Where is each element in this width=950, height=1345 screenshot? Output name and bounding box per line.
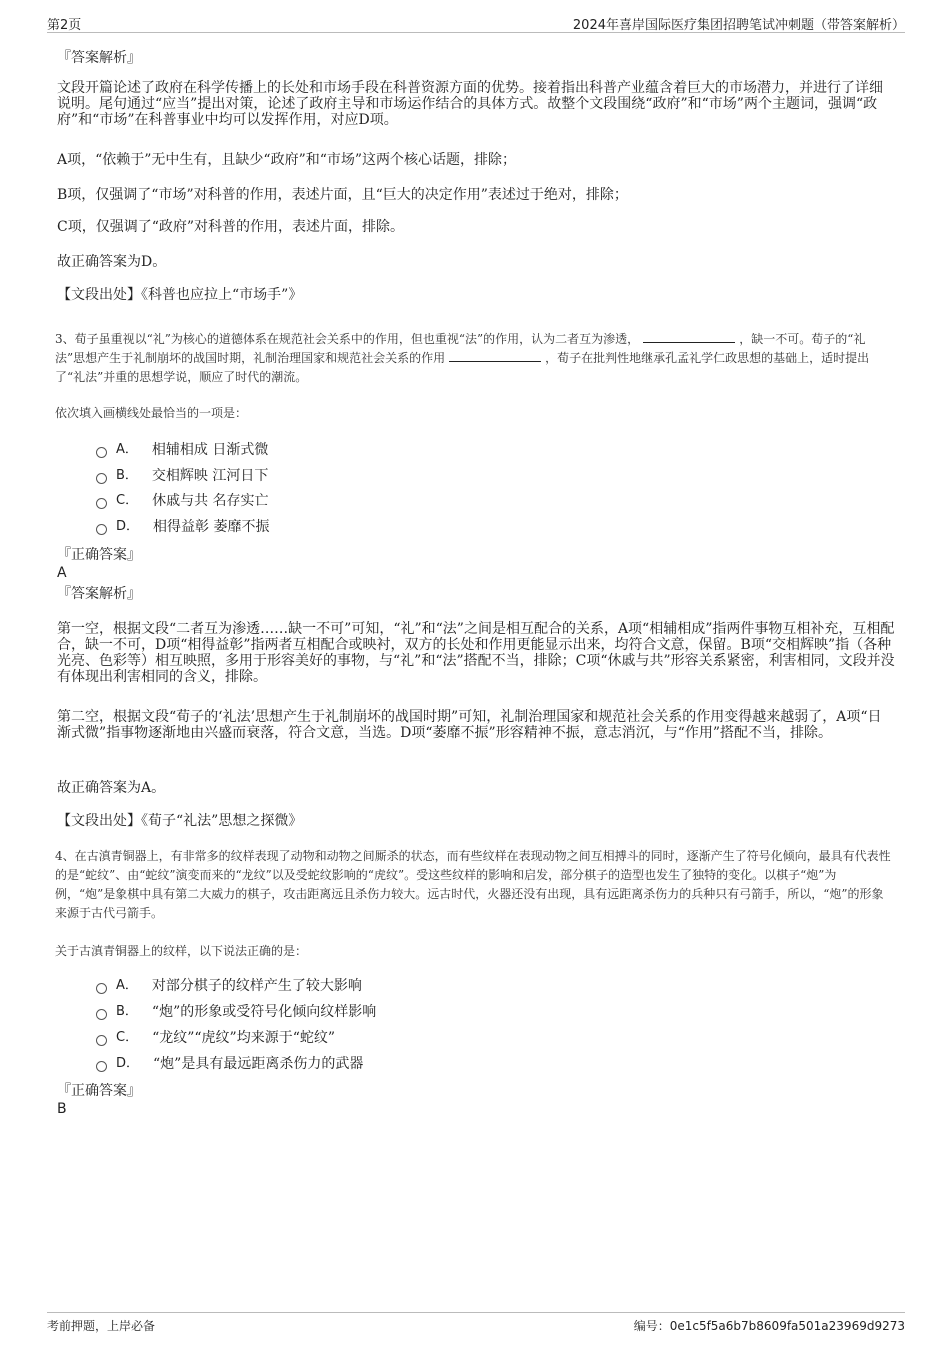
question-4-text: 4、在古滇青铜器上，有非常多的纹样表现了动物和动物之间厮杀的状态，而有些纹样在表现动物之间互相搏斗的同时，逐渐产生了符号化倾向，最具有代表性的是“蛇纹”、由“蛇纹”演变而来的“龙纹”以及受蛇纹影响的“虎纹”。受这些纹样的影响和启发，部分棋子的造型也发生了独特的变化。以棋子“炮”为例，“炮”是象棋中具有第二大威力的棋子，攻击距离远且杀伤力较大。远古时代，火器还没有出现，具有远距离杀伤力的兵种只有弓箭手，所以，“炮”的形象来源于古代弓箭手。: [55, 849, 891, 920]
question-3-text: 3、荀子虽重视以“礼”为核心的道德体系在规范社会关系中的作用，但也重视“法”的作用，认为二者互为渗透， ，缺一不可。荀子的“礼法”思想产生于礼制崩坏的战国时期，礼制治理国家和规范社会关系的作用 ，荀子在批判性地继承孔孟礼学仁政思想的基础上，适时提出了“礼法”并重的思想学说，顺应了时代的潮流。: [55, 332, 870, 384]
analysis-paragraph-1: 第一空，根据文段“二者互为渗透……缺一不可”可知，“礼”和“法”之间是相互配合的关系，A项“相辅相成”指两件事物互相补充，互相配合，缺一不可，D项“相得益彰”指两者互相配合或映衬，双方的长处和作用更能显示出来，均符合文意，保留。B项“交相辉映”指（各种光亮、色彩等）相互映照，多用于形容美好的事物，与“礼”和“法”搭配不当，排除；C项“休戚与共”形容关系紧密，利害相同，文段并没有体现出利害相同的含义，排除。: [57, 621, 895, 685]
q3-option-d[interactable]: D． 相得益彰 萎靡不振: [96, 517, 269, 537]
radio-icon[interactable]: [96, 498, 107, 509]
analysis-option-a: A项，“依赖于”无中生有，且缺少“政府”和“市场”这两个核心话题，排除；: [57, 152, 517, 168]
correct-answer-label: 『正确答案』: [57, 547, 141, 563]
analysis-option-b: B项，仅强调了“市场”对科普的作用，表述片面，且“巨大的决定作用”表述过于绝对，排除；: [57, 187, 628, 203]
blank-1: [643, 330, 735, 343]
radio-icon[interactable]: [96, 524, 107, 535]
conclusion: 故正确答案为A。: [57, 780, 166, 796]
source: 【文段出处】《荀子“礼法”思想之探微》: [57, 813, 303, 829]
source: 【文段出处】《科普也应拉上“市场手”》: [57, 287, 303, 303]
q4-option-c[interactable]: C． “龙纹”“虎纹”均来源于“蛇纹”: [96, 1028, 335, 1048]
q4-option-d[interactable]: D． “炮”是具有最远距离杀伤力的武器: [96, 1054, 363, 1074]
q4-option-b[interactable]: B． “炮”的形象或受符号化倾向纹样影响: [96, 1002, 376, 1022]
page-footer: [47, 1312, 905, 1335]
radio-icon[interactable]: [96, 983, 107, 994]
correct-answer: B: [57, 1101, 67, 1117]
q3-option-b[interactable]: B． 交相辉映 江河日下: [96, 466, 268, 486]
page-header: [47, 12, 905, 33]
analysis-paragraph: 文段开篇论述了政府在科学传播上的长处和市场手段在科普资源方面的优势。接着指出科普产业蕴含着巨大的市场潜力，并进行了详细说明。尾句通过“应当”提出对策，论述了政府主导和市场运作结合的具体方式。故整个文段围绕“政府”和“市场”两个主题词，强调“政府”和“市场”在科普事业中均可以发挥作用，对应D项。: [57, 80, 883, 128]
q3-option-c[interactable]: C． 休戚与共 名存实亡: [96, 491, 269, 511]
analysis-paragraph-2: 第二空，根据文段“荀子的‘礼法’思想产生于礼制崩坏的战国时期”可知，礼制治理国家和规范社会关系的作用变得越来越弱了，A项“日渐式微”指事物逐渐地由兴盛而衰落，符合文意，当选。D项“萎靡不振”形容精神不振，意志消沉，与“作用”搭配不当，排除。: [57, 709, 882, 741]
blank-2: [449, 349, 541, 362]
correct-answer: A: [57, 565, 67, 581]
analysis-label: 『答案解析』: [57, 586, 141, 602]
radio-icon[interactable]: [96, 1061, 107, 1072]
radio-icon[interactable]: [96, 473, 107, 484]
document-title: 2024年喜岸国际医疗集团招聘笔试冲刺题（带答案解析）: [572, 18, 905, 33]
footer-slogan: 考前押题，上岸必备: [47, 1319, 156, 1333]
analysis-option-c: C项，仅强调了“政府”对科普的作用，表述片面，排除。: [57, 219, 405, 235]
radio-icon[interactable]: [96, 447, 107, 458]
q4-option-a[interactable]: A． 对部分棋子的纹样产生了较大影响: [96, 976, 362, 996]
page-number: 第2页: [47, 18, 82, 33]
conclusion: 故正确答案为D。: [57, 254, 167, 270]
document-id: 编号：0e1c5f5a6b7b8609fa501a23969d9273: [633, 1319, 905, 1333]
q3-option-a[interactable]: A． 相辅相成 日渐式微: [96, 440, 268, 460]
correct-answer-label: 『正确答案』: [57, 1083, 141, 1099]
radio-icon[interactable]: [96, 1035, 107, 1046]
question-4-prompt: 关于古滇青铜器上的纹样，以下说法正确的是：: [55, 944, 308, 958]
question-3-prompt: 依次填入画横线处最恰当的一项是：: [55, 406, 248, 420]
analysis-label: 『答案解析』: [57, 50, 141, 66]
radio-icon[interactable]: [96, 1009, 107, 1020]
